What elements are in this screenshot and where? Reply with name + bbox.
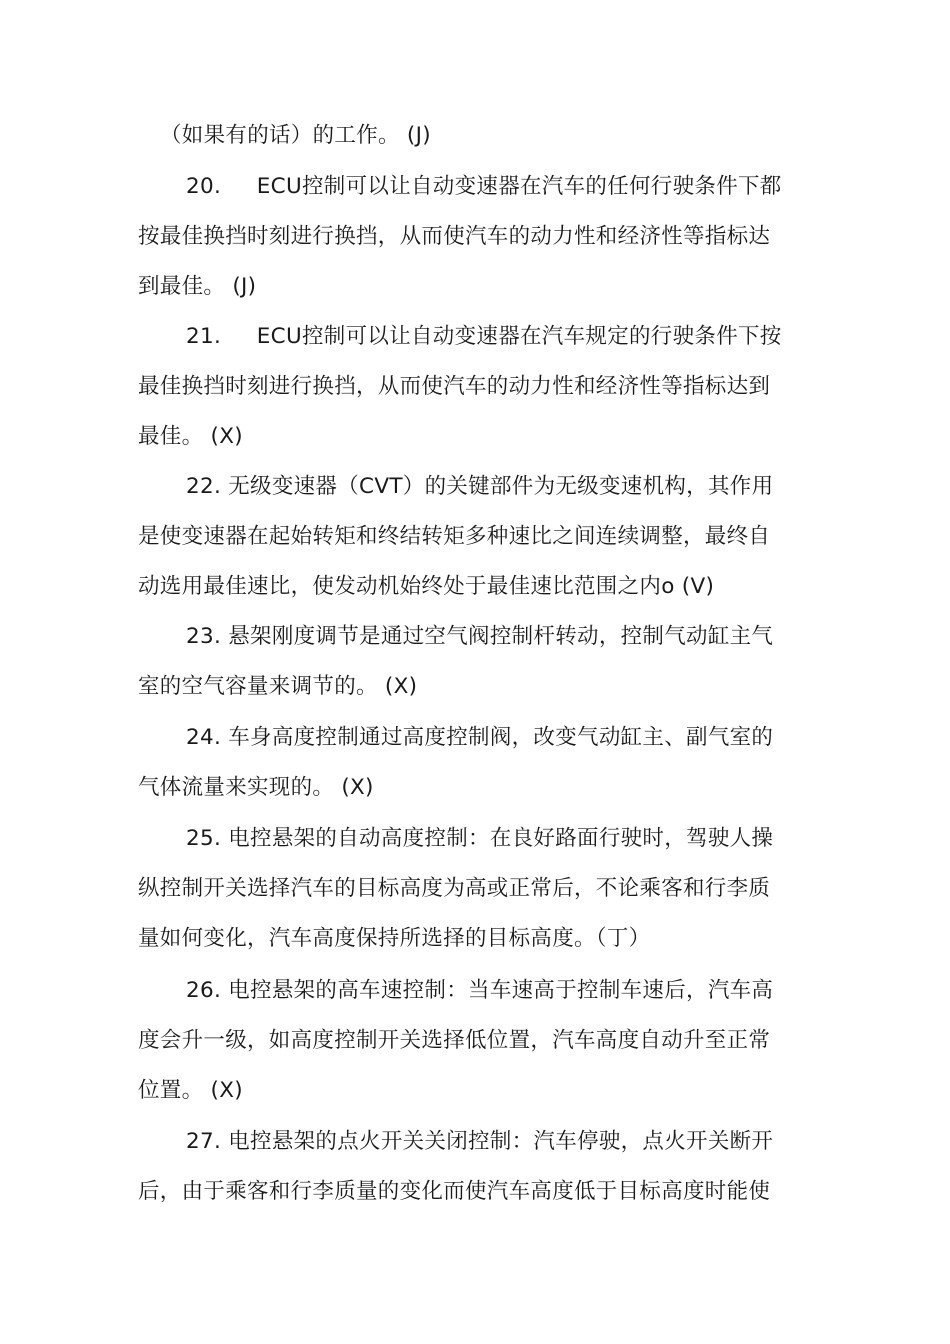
item-20-line-1: 20. ECU控制可以让自动变速器在汽车的任何行驶条件下都 bbox=[186, 174, 782, 199]
text-line-1: （如果有的话）的工作。 (J) bbox=[160, 123, 431, 148]
item-27-line-2: 后，由于乘客和行李质量的变化而使汽车高度低于目标高度时能使 bbox=[138, 1179, 771, 1204]
item-26-line-3: 位置。 (X) bbox=[138, 1078, 243, 1103]
item-26-line-2: 度会升一级，如高度控制开关选择低位置，汽车高度自动升至正常 bbox=[138, 1028, 771, 1053]
item-21-line-2: 最佳换挡时刻进行换挡，从而使汽车的动力性和经济性等指标达到 bbox=[138, 374, 771, 399]
item-20-line-2: 按最佳换挡时刻进行换挡，从而使汽车的动力性和经济性等指标达 bbox=[138, 224, 771, 249]
item-26-line-1: 26. 电控悬架的高车速控制：当车速高于控制车速后，汽车高 bbox=[186, 978, 774, 1003]
item-25-line-3: 量如何变化，汽车高度保持所选择的目标高度。（丁） bbox=[138, 926, 651, 951]
item-25-line-1: 25. 电控悬架的自动高度控制：在良好路面行驶时，驾驶人操 bbox=[186, 826, 774, 851]
item-22-line-2: 是使变速器在起始转矩和终结转矩多种速比之间连续调整，最终自 bbox=[138, 524, 771, 549]
item-27-line-1: 27. 电控悬架的点火开关关闭控制：汽车停驶，点火开关断开 bbox=[186, 1129, 774, 1154]
item-23-line-1: 23. 悬架刚度调节是通过空气阀控制杆转动，控制气动缸主气 bbox=[186, 624, 774, 649]
item-24-line-1: 24. 车身高度控制通过高度控制阀，改变气动缸主、副气室的 bbox=[186, 725, 774, 750]
item-23-line-2: 室的空气容量来调节的。 (X) bbox=[138, 674, 418, 699]
item-22-line-3: 动选用最佳速比，使发动机始终处于最佳速比范围之内o (V) bbox=[138, 574, 715, 599]
item-20-line-3: 到最佳。 (J) bbox=[138, 274, 257, 299]
item-25-line-2: 纵控制开关选择汽车的目标高度为高或正常后，不论乘客和行李质 bbox=[138, 876, 771, 901]
item-21-line-3: 最佳。 (X) bbox=[138, 424, 243, 449]
item-21-line-1: 21. ECU控制可以让自动变速器在汽车规定的行驶条件下按 bbox=[186, 324, 782, 349]
item-22-line-1: 22. 无级变速器（CVT）的关键部件为无级变速机构，其作用 bbox=[186, 474, 774, 499]
item-24-line-2: 气体流量来实现的。 (X) bbox=[138, 775, 374, 800]
